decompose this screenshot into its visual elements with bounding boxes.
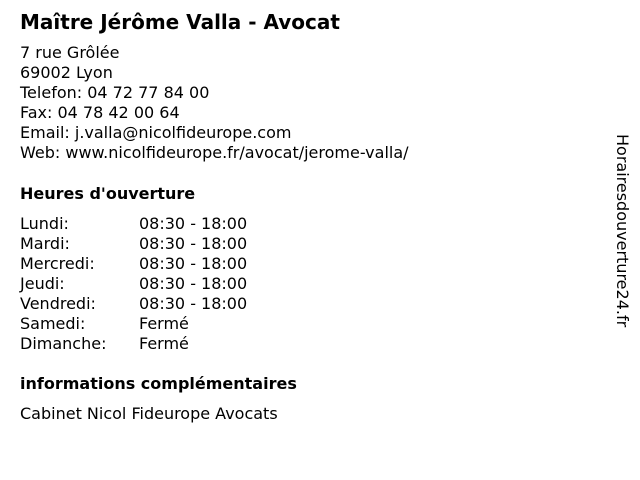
address-city: 69002 Lyon: [20, 63, 113, 82]
day-label: Jeudi:: [20, 274, 65, 293]
fax-number: Fax: 04 78 42 00 64: [20, 103, 180, 122]
day-label: Mardi:: [20, 234, 70, 253]
day-label: Samedi:: [20, 314, 86, 333]
day-label: Mercredi:: [20, 254, 95, 273]
time-value: 08:30 - 18:00: [139, 274, 248, 293]
time-value: 08:30 - 18:00: [139, 294, 248, 313]
time-value: 08:30 - 18:00: [139, 214, 248, 233]
page-title: Maître Jérôme Valla - Avocat: [20, 10, 340, 34]
time-value: 08:30 - 18:00: [139, 254, 248, 273]
day-label: Dimanche:: [20, 334, 107, 353]
day-label: Vendredi:: [20, 294, 96, 313]
time-value: Fermé: [139, 334, 189, 353]
info-heading: informations complémentaires: [20, 374, 297, 393]
hours-heading: Heures d'ouverture: [20, 184, 196, 203]
site-watermark: Horairesdouverture24.fr: [613, 134, 632, 328]
phone-number: Telefon: 04 72 77 84 00: [20, 83, 210, 102]
address-street: 7 rue Grôlée: [20, 43, 120, 62]
contact-block: [20, 43, 409, 163]
info-text: Cabinet Nicol Fideurope Avocats: [20, 404, 278, 423]
time-value: Fermé: [139, 314, 189, 333]
day-label: Lundi:: [20, 214, 69, 233]
time-value: 08:30 - 18:00: [139, 234, 248, 253]
website: Web: www.nicolfideurope.fr/avocat/jerome-valla/: [20, 143, 409, 162]
email-address: Email: j.valla@nicolfideurope.com: [20, 123, 292, 142]
